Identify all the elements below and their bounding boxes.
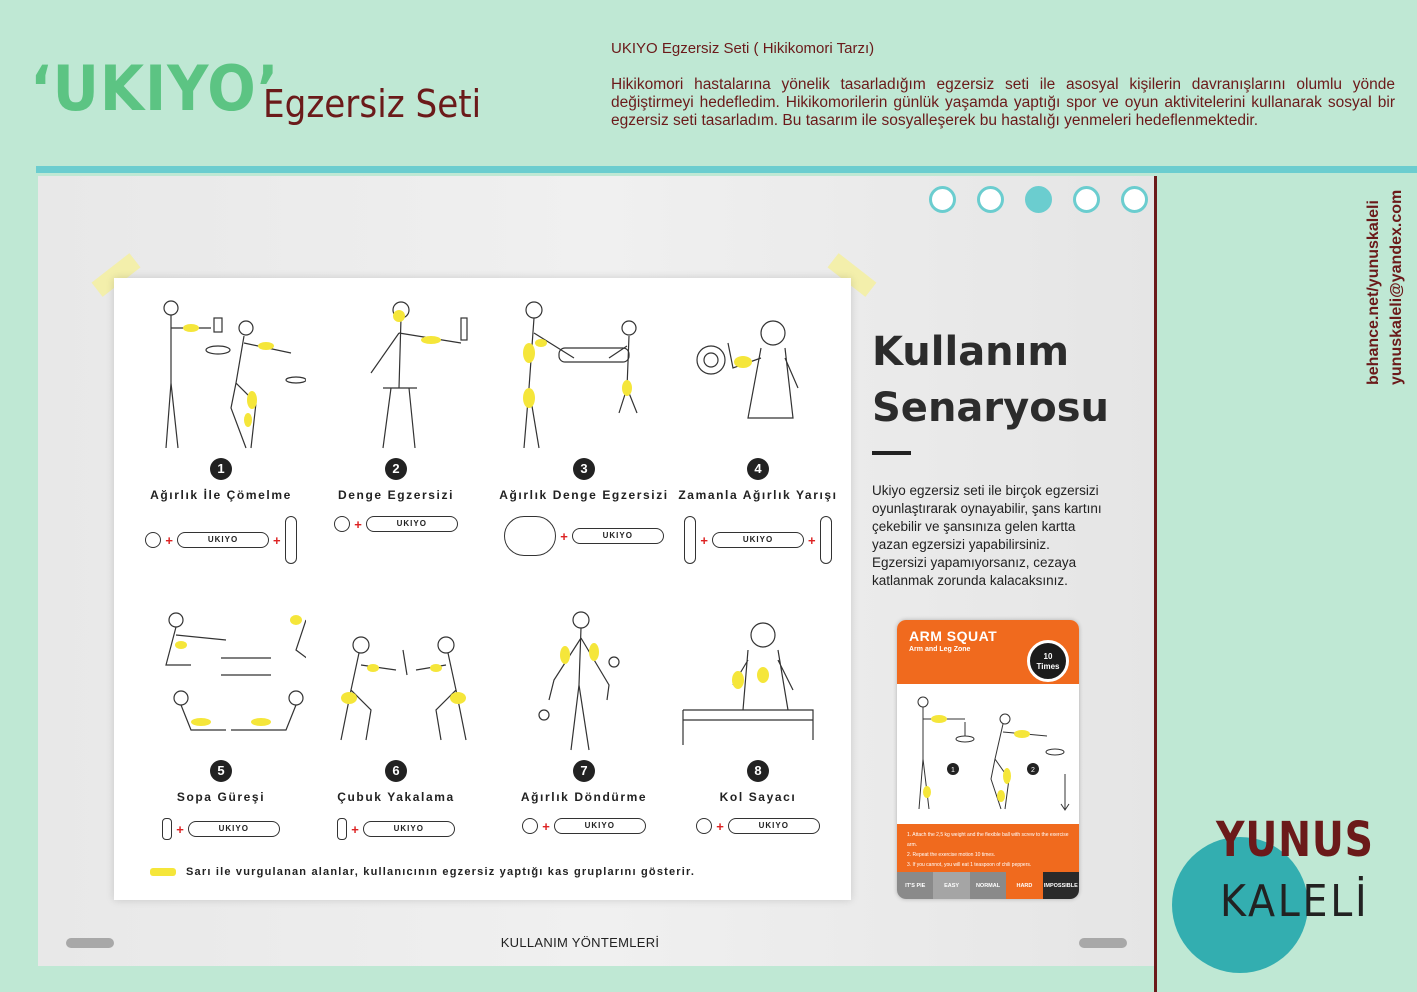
exercise-figure [136,288,306,458]
exercise-kit: + UKIYO [494,516,674,556]
times-number: 10 [1043,652,1053,661]
exercise-name: Sopa Güreşi [176,790,266,804]
card-figure [897,684,1079,824]
exercise-5 [131,590,311,840]
footer-label: KULLANIM YÖNTEMLERİ [500,935,660,950]
exercise-kit: + UKIYO [306,818,486,840]
pager-dot-4[interactable] [1073,186,1100,213]
vertical-divider [1154,176,1157,992]
intro-title: UKIYO Egzersiz Seti ( Hikikomori Tarzı) [611,40,875,57]
signature-last-name: KALELİ [1220,876,1370,927]
ball-icon [522,818,538,834]
weight-plate-icon [820,516,832,564]
card-step-2: 2. Repeat the exercise motion 10 times. [907,852,996,858]
times-label: Times [1036,662,1060,671]
exercise-1 [131,288,311,564]
level-easy[interactable]: EASY [933,872,969,899]
ukiyo-bar: UKIYO [366,516,458,532]
exercise-name: Zamanla Ağırlık Yarışı [678,488,838,502]
level-normal[interactable]: NORMAL [970,872,1006,899]
ukiyo-bar: UKIYO [572,528,664,544]
card-fig-num-2: 2 [1031,767,1035,774]
handle-icon [162,818,172,840]
exercise-figure [136,590,306,760]
pager-dot-3-active[interactable] [1025,186,1052,213]
exercise-name: Kol Sayacı [719,790,797,804]
pager-dot-5[interactable] [1121,186,1148,213]
behance-link[interactable]: behance.net/yunuskaleli [1365,200,1382,385]
level-hard[interactable]: HARD [1006,872,1042,899]
exercise-number: 2 [385,458,407,480]
exercise-kit: + UKIYO [306,516,486,532]
card-steps [897,824,1079,872]
ukiyo-bar: UKIYO [363,821,455,837]
heading-line-2: Senaryosu [872,385,1109,431]
ball-icon [334,516,350,532]
ukiyo-bar: UKIYO [177,532,269,548]
exercise-7 [494,590,674,834]
exercise-kit: + UKIYO [494,818,674,834]
exercise-number: 3 [573,458,595,480]
intro-text: Hikikomori hastalarına yönelik tasarladığım egzersiz seti ile asosyal kişilerin davranışlarını olumlu yönde değiştirmeyi hedefledim. Hikikomorilerin günlük yaşamda yaptığı spor ve oyun aktivitelerini kullanarak sosyal bir egzersiz seti tasarladım. Bu tasarım ile sosyalleşerek bu hastalığı yenmeleri hedeflenmektedir. [611,76,1395,129]
exercise-kit: + UKIYO [131,818,311,840]
exercise-figure [673,288,843,458]
exercise-kit: + UKIYO + [668,516,848,564]
contact-info [1362,190,1408,385]
ball-icon [145,532,161,548]
email-link[interactable]: yunuskaleli@yandex.com [1388,189,1405,385]
exercise-figure [499,590,669,760]
level-impossible[interactable]: IMPOSSIBLE [1043,872,1079,899]
weight-plate-icon [684,516,696,564]
weight-plate-icon [285,516,297,564]
exercise-number: 5 [210,760,232,782]
ukiyo-bar: UKIYO [728,818,820,834]
exercise-number: 8 [747,760,769,782]
exercise-kit: + UKIYO + [131,516,311,564]
ukiyo-bar: UKIYO [712,532,804,548]
exercise-kit: + UKIYO [668,818,848,834]
pager-dots [929,186,1148,213]
brand-subtitle: Egzersiz Seti [263,82,482,126]
legend [150,866,695,878]
exercise-6 [306,590,486,840]
exercise-poster [114,278,851,900]
level-its-pie[interactable]: IT'S PIE [897,872,933,899]
exercise-name: Denge Egzersizi [337,488,455,502]
exercise-name: Ağırlık Denge Egzersizi [499,488,669,502]
exercise-number: 1 [210,458,232,480]
highlight-swatch [150,868,176,876]
card-step-1: 1. Attach the 2,5 kg weight and the flexible ball with screw to the exercise arm. [907,832,1069,848]
pager-dot-1[interactable] [929,186,956,213]
exercise-number: 7 [573,760,595,782]
exercise-name: Ağırlık İle Çömelme [150,488,292,502]
exercise-8 [668,590,848,834]
exercise-2 [306,288,486,532]
card-zone: Arm and Leg Zone [909,646,971,653]
exercise-number: 4 [747,458,769,480]
exercise-name: Çubuk Yakalama [337,790,455,804]
exercise-number: 6 [385,760,407,782]
times-badge [1027,640,1069,682]
card-step-3: 3. If you cannot, you will eat 1 teaspoon of chili peppers. [907,862,1032,868]
exercise-name: Ağırlık Döndürme [520,790,648,804]
signature-first-name: YUNUS [1216,812,1374,868]
heading-rule [872,451,911,455]
ring-weight-icon [504,516,556,556]
ukiyo-bar: UKIYO [554,818,646,834]
scenario-description: Ukiyo egzersiz seti ile birçok egzersizi oyunlaştırarak oynayabilir, şans kartını çekebilir ve şansınıza gelen kartta yazan egzersizi yapabilirsiniz. Egzersizi yapamıyorsanız, cezaya katlanmak zorunda kalacaksınız. [872,483,1102,588]
exercise-figure [673,590,843,760]
exercise-figure [311,590,481,760]
header-divider [36,166,1417,173]
card-fig-num-1: 1 [951,767,955,774]
exercise-3 [494,288,674,556]
scenario-heading [872,324,1109,436]
brand-title: ‘UKIYO’ [30,52,280,125]
exercise-figure [499,288,669,458]
legend-text: Sarı ile vurgulanan alanlar, kullanıcının egzersiz yaptığı kas gruplarını gösterir. [186,866,696,878]
pager-dot-2[interactable] [977,186,1004,213]
card-difficulty-levels [897,872,1079,899]
card-title: ARM SQUAT [909,628,998,644]
heading-line-1: Kullanım [872,329,1070,375]
exercise-figure [311,288,481,458]
ball-icon [696,818,712,834]
ukiyo-bar: UKIYO [188,821,280,837]
exercise-4 [668,288,848,564]
handle-icon [337,818,347,840]
